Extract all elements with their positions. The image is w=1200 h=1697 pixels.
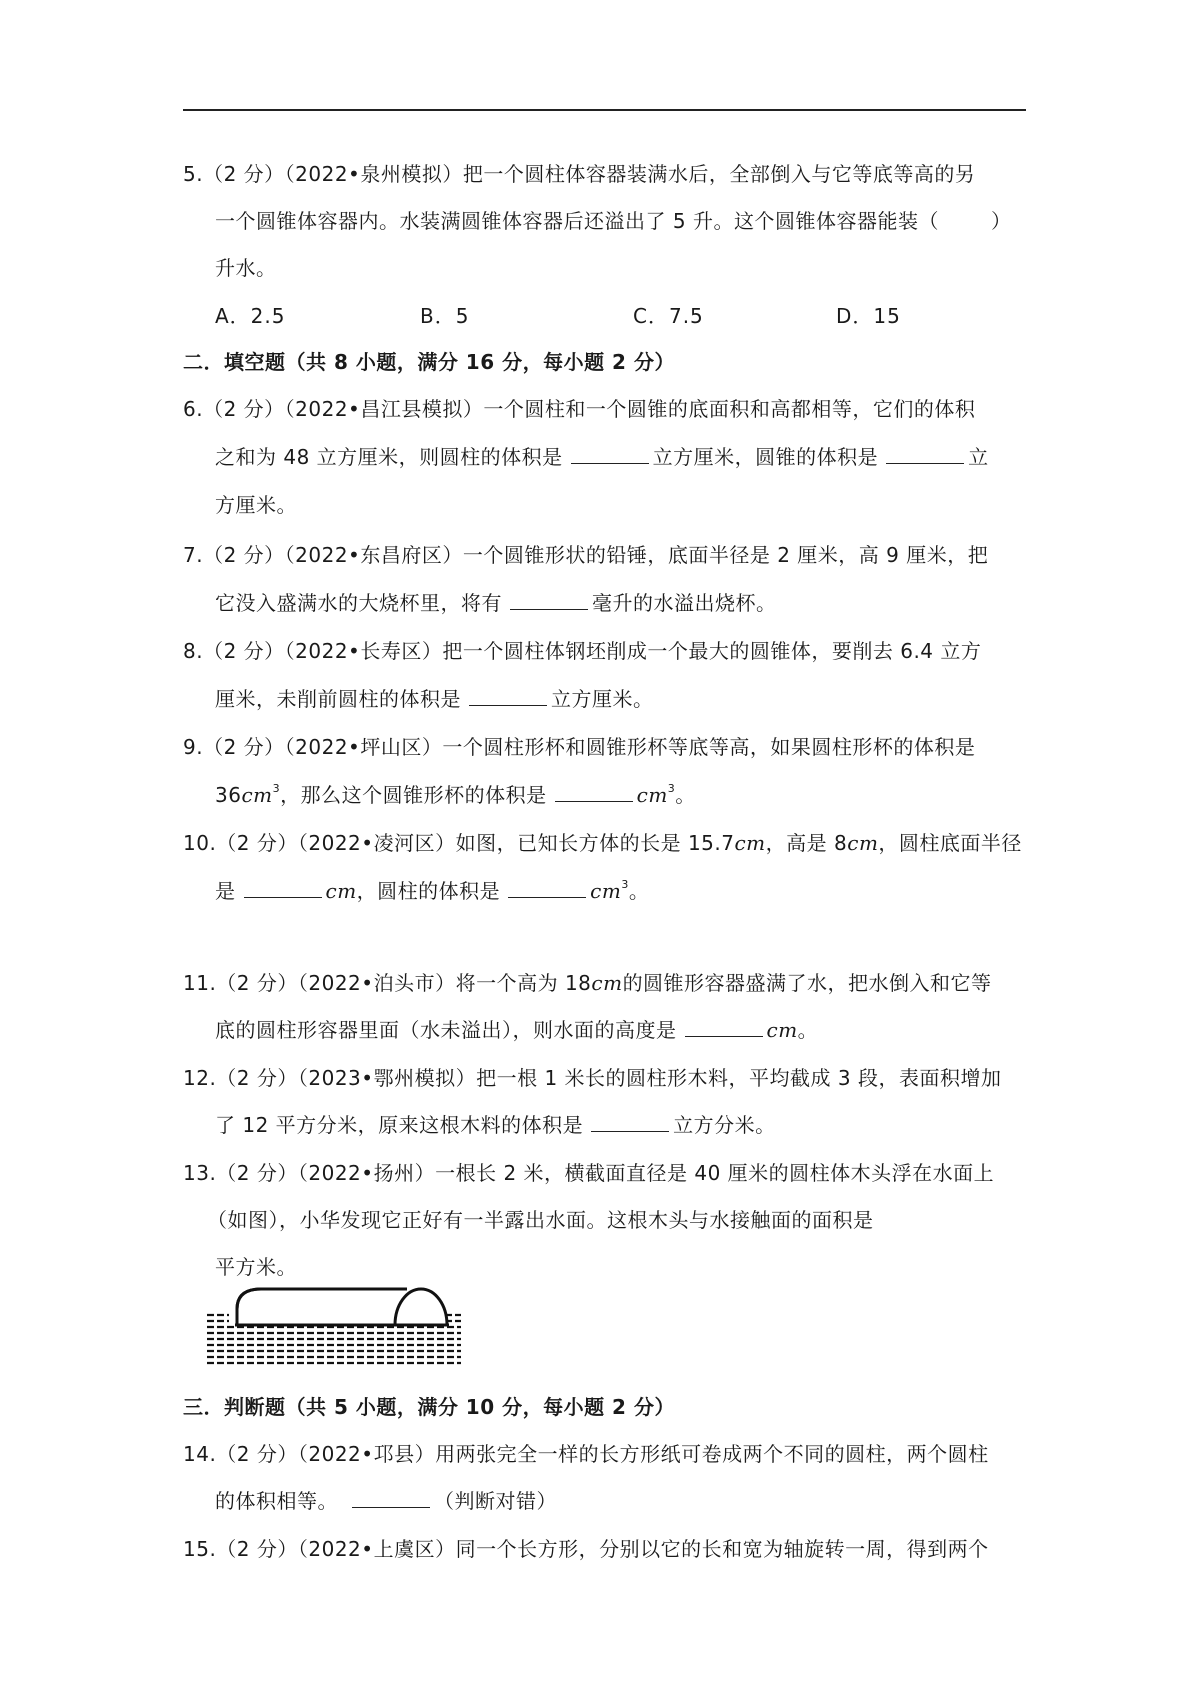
q9-line-2-end: 。 — [675, 783, 696, 807]
q10-line-1-text-b: ，高是 8 — [765, 831, 848, 855]
header-rule — [183, 109, 1026, 111]
q6-line-3: 方厘米。 — [215, 493, 297, 517]
q11-line-2 — [215, 1016, 818, 1044]
q14-line-2 — [215, 1487, 557, 1515]
q11-line-1 — [183, 969, 992, 997]
q14-line-1: 14.（2 分）（2022•邛县）用两张完全一样的长方形纸可卷成两个不同的圆柱，两个圆柱 — [183, 1442, 989, 1466]
q9-unit-1: cm — [241, 783, 273, 807]
q5-line-2-text: 一个圆锥体容器内。水装满圆锥体容器后还溢出了 5 升。这个圆锥体容器能装（ — [215, 209, 939, 233]
q11-blank[interactable] — [685, 1018, 763, 1037]
q7-line-1: 7.（2 分）（2022•东昌府区）一个圆锥形状的铅锤，底面半径是 2 厘米，高 9 厘米，把 — [183, 543, 989, 567]
q9-blank[interactable] — [555, 783, 633, 802]
q5-option-c[interactable]: C．7.5 — [633, 304, 704, 328]
q12-line-2-text-b: 立方分米。 — [673, 1113, 776, 1137]
q10-unit-height: cm — [847, 831, 879, 855]
q14-line-2-text-a: 的体积相等。 — [215, 1489, 338, 1513]
q10-line-2-end: 。 — [628, 879, 650, 903]
q12-blank[interactable] — [591, 1113, 669, 1132]
q5-line-2-close: ） — [990, 209, 1012, 233]
q10-line-1 — [183, 829, 1022, 857]
q13-floating-log-figure — [205, 1285, 465, 1371]
q7-blank[interactable] — [510, 591, 588, 610]
q5-option-b[interactable]: B．5 — [420, 304, 470, 328]
q6-line-2-text-b: 立方厘米，圆锥的体积是 — [652, 445, 879, 469]
q8-blank[interactable] — [469, 687, 547, 706]
q5-option-d[interactable]: D．15 — [836, 304, 901, 328]
q9-unit-1-exponent: 3 — [272, 782, 281, 795]
q6-blank-cylinder-volume[interactable] — [571, 445, 649, 464]
q12-line-1: 12.（2 分）（2023•鄂州模拟）把一根 1 米长的圆柱形木料，平均截成 3 段，表面积增加 — [183, 1066, 1002, 1090]
q7-line-2 — [215, 589, 777, 617]
q13-line-1: 13.（2 分）（2022•扬州）一根长 2 米，横截面直径是 40 厘米的圆柱体木头浮在水面上 — [183, 1161, 995, 1185]
log-diagram — [205, 1285, 465, 1367]
q10-line-2-text-b: ，圆柱的体积是 — [356, 879, 501, 903]
q5-line-1: 5.（2 分）（2022•泉州模拟）把一个圆柱体容器装满水后，全部倒入与它等底等高的另 — [183, 162, 976, 186]
q6-line-2-text-a: 之和为 48 立方厘米，则圆柱的体积是 — [215, 445, 563, 469]
q8-line-2 — [215, 685, 654, 713]
q6-line-2-text-c: 立 — [968, 445, 989, 469]
q10-unit-volume-exponent: 3 — [621, 878, 629, 891]
q10-line-1-text-a: 10.（2 分）（2022•凌河区）如图，已知长方体的长是 15.7 — [183, 831, 735, 855]
q5-option-a[interactable]: A．2.5 — [215, 304, 286, 328]
q13-line-3: 平方米。 — [215, 1255, 297, 1279]
q13-line-2: （如图），小华发现它正好有一半露出水面。这根木头与水接触面的面积是 — [207, 1208, 874, 1232]
q10-line-1-text-c: ，圆柱底面半径 — [878, 831, 1022, 855]
section-fill-in-title: 二．填空题（共 8 小题，满分 16 分，每小题 2 分） — [183, 350, 675, 374]
q12-line-2 — [215, 1111, 776, 1139]
q12-line-2-text-a: 了 12 平方分米，原来这根木料的体积是 — [215, 1113, 584, 1137]
q7-line-2-text-b: 毫升的水溢出烧杯。 — [592, 591, 777, 615]
q5-line-3: 升水。 — [215, 256, 277, 280]
q5-line-2 — [215, 207, 1011, 235]
q10-blank-volume[interactable] — [508, 879, 586, 898]
q10-unit-volume: cm — [590, 879, 622, 903]
q10-line-2-text-a: 是 — [215, 879, 236, 903]
q9-cylinder-volume: 36 — [215, 783, 242, 807]
q9-unit-2: cm — [636, 783, 668, 807]
q8-line-2-text-a: 厘米，未削前圆柱的体积是 — [215, 687, 461, 711]
q10-line-2 — [215, 877, 649, 905]
q14-blank[interactable] — [352, 1489, 430, 1508]
q10-blank-radius[interactable] — [244, 879, 322, 898]
q6-blank-cone-volume[interactable] — [886, 445, 964, 464]
q15-line-1: 15.（2 分）（2022•上虞区）同一个长方形，分别以它的长和宽为轴旋转一周，得到两个 — [183, 1537, 989, 1561]
q6-line-1: 6.（2 分）（2022•昌江县模拟）一个圆柱和一个圆锥的底面积和高都相等，它们的体积 — [183, 397, 976, 421]
q11-line-1-text-a: 11.（2 分）（2022•泊头市）将一个高为 18 — [183, 971, 592, 995]
q11-line-2-text-a: 底的圆柱形容器里面（水未溢出），则水面的高度是 — [215, 1018, 677, 1042]
q10-unit-length: cm — [734, 831, 766, 855]
q9-unit-2-exponent: 3 — [667, 782, 676, 795]
q8-line-1: 8.（2 分）（2022•长寿区）把一个圆柱体钢坯削成一个最大的圆锥体，要削去 6.4 立方 — [183, 639, 982, 663]
q7-line-2-text-a: 它没入盛满水的大烧杯里，将有 — [215, 591, 502, 615]
q11-unit-answer: cm — [766, 1018, 798, 1042]
section-judgement-title: 三．判断题（共 5 小题，满分 10 分，每小题 2 分） — [183, 1395, 675, 1419]
q11-line-1-text-b: 的圆锥形容器盛满了水，把水倒入和它等 — [622, 971, 992, 995]
q11-unit-height: cm — [591, 971, 623, 995]
q6-line-2 — [215, 443, 989, 471]
q9-line-2 — [215, 781, 696, 809]
q10-unit-radius: cm — [325, 879, 357, 903]
q9-line-1: 9.（2 分）（2022•坪山区）一个圆柱形杯和圆锥形杯等底等高，如果圆柱形杯的体积是 — [183, 735, 976, 759]
q9-line-2-text-b: ，那么这个圆锥形杯的体积是 — [280, 783, 547, 807]
q14-line-2-text-b: （判断对错） — [434, 1489, 557, 1513]
q11-line-2-end: 。 — [797, 1018, 819, 1042]
q8-line-2-text-b: 立方厘米。 — [551, 687, 654, 711]
